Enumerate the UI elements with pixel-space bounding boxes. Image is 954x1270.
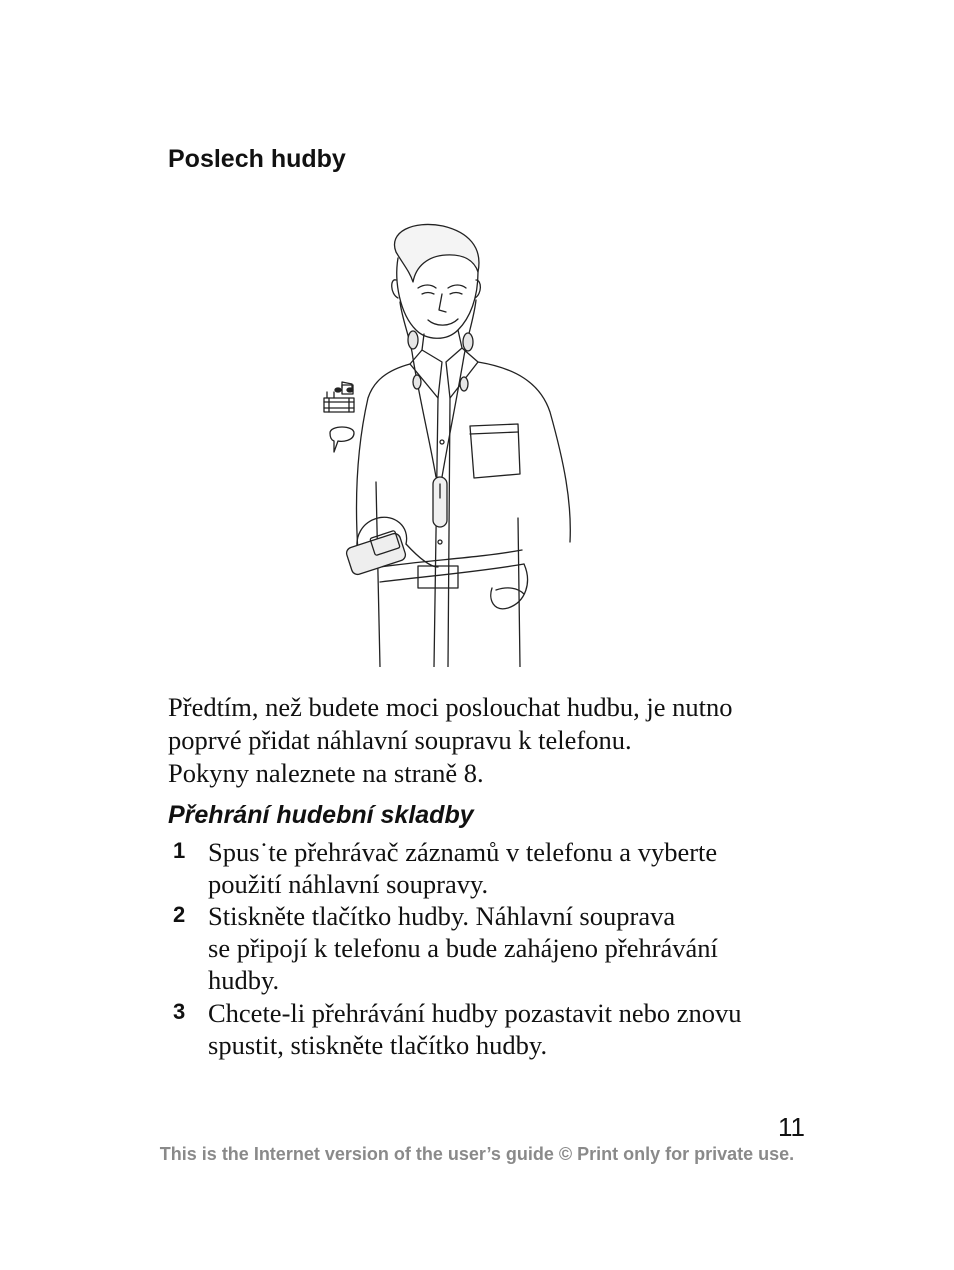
step-line: spustit, stiskněte tlačítko hudby. <box>208 1030 548 1060</box>
step-text <box>208 997 808 1061</box>
step-line: hudby. <box>208 965 280 995</box>
intro-line: Pokyny naleznete na straně 8. <box>168 758 484 788</box>
page-number: 11 <box>778 1112 805 1142</box>
speech-bubble-icon <box>330 427 354 452</box>
step-line: použití náhlavní soupravy. <box>208 869 489 899</box>
step-line: Chcete-li přehrávání hudby pozastavit nebo znovu <box>208 998 742 1028</box>
step-number: 2 <box>173 902 186 927</box>
intro-line: poprvé přidat náhlavní soupravu k telefonu. <box>168 725 632 755</box>
footer-note: This is the Internet version of the user’s guide © Print only for private use. <box>159 1144 795 1164</box>
step-number: 3 <box>173 999 186 1024</box>
step-line: Spus˙te přehrávač záznamů v telefonu a vyberte <box>208 837 718 867</box>
step-text <box>208 836 808 900</box>
step-number: 1 <box>173 838 186 863</box>
step-line: se připojí k telefonu a bude zahájeno přehrávání <box>208 933 718 963</box>
intro-line: Předtím, než budete moci poslouchat hudbu, je nutno <box>168 692 733 722</box>
intro-paragraph <box>168 691 808 790</box>
section-subheading: Přehrání hudební skladby <box>168 801 474 829</box>
step-line: Stiskněte tlačítko hudby. Náhlavní souprava <box>208 901 676 931</box>
step-text <box>208 900 808 996</box>
headset-illustration <box>318 222 588 667</box>
page-title: Poslech hudby <box>168 145 346 173</box>
music-film-icon <box>324 382 354 412</box>
